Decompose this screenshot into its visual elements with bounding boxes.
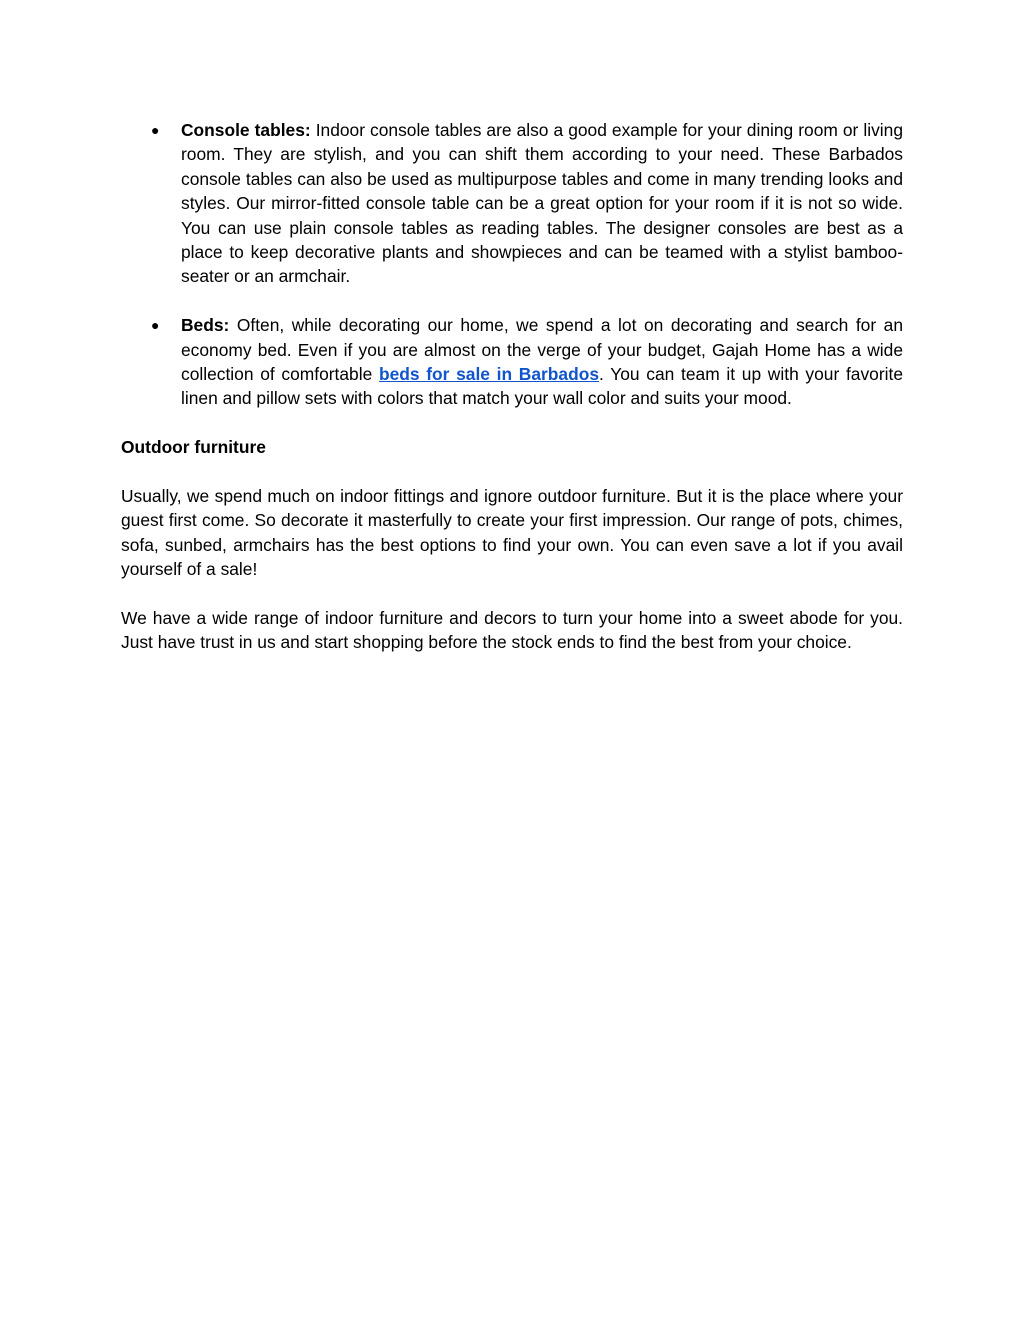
bullet-list <box>121 118 903 411</box>
beds-for-sale-link[interactable]: beds for sale in Barbados <box>378 364 600 385</box>
section-heading-outdoor-furniture: Outdoor furniture <box>121 437 266 458</box>
paragraph: We have a wide range of indoor furniture and decors to turn your home into a sweet abode for you. Just have trust in us and start shopping before the stock ends to find the best from your choice. <box>121 608 903 653</box>
document-page <box>121 118 903 655</box>
paragraph: Usually, we spend much on indoor fittings and ignore outdoor furniture. But it is the place where your guest first come. So decorate it masterfully to create your first impression. Our range of pots, chimes, sofa, sunbed, armchairs has the best options to find your own. You can even save a lot if you avail yourself of a sale! <box>121 486 903 580</box>
bullet-term: Console tables: <box>181 120 311 140</box>
bullet-icon: ● <box>151 317 160 334</box>
bullet-item-beds <box>121 313 903 411</box>
bullet-item-console-tables <box>121 118 903 289</box>
bullet-term: Beds: <box>181 315 230 336</box>
bullet-icon: ● <box>151 122 160 138</box>
bullet-text: Indoor console tables are also a good example for your dining room or living room. They are stylish, and you can shift them according to your need. These Barbados console tables can also be used as multipurpose tables and come in many trending looks and styles. Our mirror-fitted console table can be a great option for your room if it is not so wide. You can use plain console tables as reading tables. The designer consoles are best as a place to keep decorative plants and showpieces and can be teamed with a stylist bamboo-seater or an armchair. <box>181 120 903 287</box>
bullet-text-after-link: . You can team it up with your favorite linen and pillow sets with colors that match your wall color and suits your mood. <box>181 364 903 409</box>
bullet-text-before-link: Often, while decorating our home, we spend a lot on decorating and search for an economy bed. Even if you are almost on the verge of your budget, Gajah Home has a wide collection of comfortable <box>181 315 903 385</box>
